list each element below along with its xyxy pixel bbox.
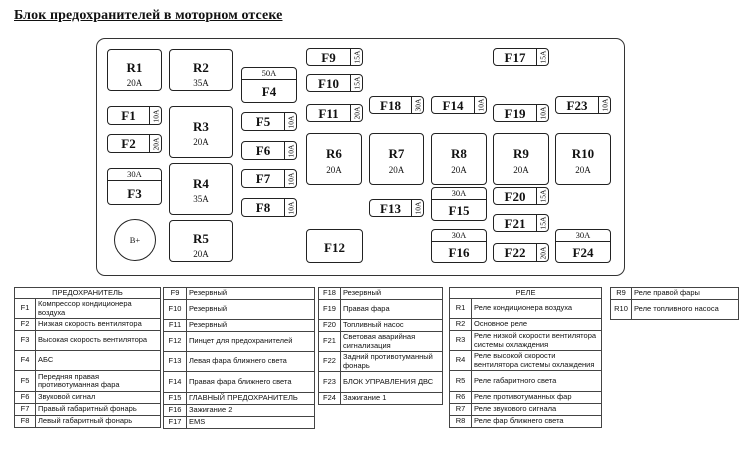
- fuse-id: F7: [15, 404, 36, 416]
- fuse-F21: F21 15A: [493, 214, 549, 232]
- fuse-id: F16: [164, 405, 187, 417]
- fuse-id: F23: [319, 372, 341, 393]
- relay-id: R7: [450, 404, 472, 416]
- fuse-F17: F17 15A: [493, 48, 549, 66]
- fuse-desc: Правая фара ближнего света: [187, 372, 315, 393]
- relay-desc: Реле звукового сигнала: [472, 404, 602, 416]
- relay-id: R1: [450, 299, 472, 319]
- relay-R1: R1 20A: [107, 49, 162, 91]
- fuse-desc: Задний противотуманный фонарь: [341, 352, 443, 372]
- fuse-id: F4: [15, 351, 36, 371]
- fuse-id: F24: [319, 393, 341, 405]
- fuse-id: F2: [15, 319, 36, 331]
- fuse-desc: БЛОК УПРАВЛЕНИЯ ДВС: [341, 372, 443, 393]
- fuse-id: F21: [319, 332, 341, 352]
- fuse-table-3: [318, 287, 443, 405]
- fuse-table-header: ПРЕДОХРАНИТЕЛЬ: [15, 288, 161, 299]
- relay-desc: Реле правой фары: [632, 288, 739, 300]
- fuse-desc: Световая аварийная сигнализация: [341, 332, 443, 352]
- relay-desc: Реле фар ближнего света: [472, 416, 602, 428]
- fuse-desc: Левая фара ближнего света: [187, 352, 315, 372]
- fuse-F14: F14 10A: [431, 96, 487, 114]
- fuse-desc: Правая фара: [341, 300, 443, 320]
- fuse-desc: Правый габаритный фонарь: [36, 404, 161, 416]
- fuse-id: F13: [164, 352, 187, 372]
- relay-desc: Реле высокой скорости вентилятора системы охлаждения: [472, 351, 602, 371]
- fuse-table-2: [163, 287, 315, 429]
- relay-desc: Реле кондиционера воздуха: [472, 299, 602, 319]
- relay-id: R3: [450, 331, 472, 351]
- relay-id: R5: [450, 371, 472, 392]
- relay-R3: R3 20A: [169, 106, 233, 158]
- relay-R8: R8 20A: [431, 133, 487, 185]
- fuse-id: F11: [164, 320, 187, 332]
- fuse-desc: Левый габаритный фонарь: [36, 416, 161, 428]
- relay-desc: Реле габаритного света: [472, 371, 602, 392]
- fuse-desc: ГЛАВНЫЙ ПРЕДОХРАНИТЕЛЬ: [187, 393, 315, 405]
- relay-id: R10: [611, 300, 632, 320]
- fuse-F3: 30A F3: [107, 168, 162, 205]
- fuse-id: F8: [15, 416, 36, 428]
- relay-id: R4: [450, 351, 472, 371]
- relay-table-2: [610, 287, 739, 320]
- relay-desc: Реле топливного насоса: [632, 300, 739, 320]
- fuse-F19: F19 10A: [493, 104, 549, 122]
- relay-id: R9: [611, 288, 632, 300]
- fuse-id: F20: [319, 320, 341, 332]
- fuse-desc: Компрессор кондиционера воздуха: [36, 299, 161, 319]
- fuse-desc: Пинцет для предохранителей: [187, 332, 315, 352]
- relay-desc: Основное реле: [472, 319, 602, 331]
- fuse-F12: F12: [306, 229, 363, 263]
- fuse-desc: Резервный: [341, 288, 443, 300]
- fuse-id: F17: [164, 417, 187, 429]
- fuse-F18: F18 30A: [369, 96, 424, 114]
- diagram-title: Блок предохранителей в моторном отсеке: [14, 8, 283, 23]
- fuse-F16: 30A F16: [431, 229, 487, 263]
- fuse-id: F22: [319, 352, 341, 372]
- fuse-id: F18: [319, 288, 341, 300]
- relay-id: R6: [450, 392, 472, 404]
- fuse-F8: F8 10A: [241, 198, 297, 217]
- fuse-F2: F2 20A: [107, 134, 162, 153]
- fuse-desc: Зажигание 1: [341, 393, 443, 405]
- relay-R2: R2 35A: [169, 49, 233, 91]
- fuse-F5: F5 10A: [241, 112, 297, 131]
- fuse-id: F5: [15, 371, 36, 392]
- fuse-desc: Звуковой сигнал: [36, 392, 161, 404]
- fuse-desc: Зажигание 2: [187, 405, 315, 417]
- relay-id: R2: [450, 319, 472, 331]
- fuse-F6: F6 10A: [241, 141, 297, 160]
- fuse-F7: F7 10A: [241, 169, 297, 188]
- fuse-F20: F20 15A: [493, 187, 549, 205]
- relay-id: R8: [450, 416, 472, 428]
- fuse-F10: F10 15A: [306, 74, 363, 92]
- relay-desc: Реле низкой скорости вентилятора системы охлаждения: [472, 331, 602, 351]
- relay-table-1: [449, 287, 602, 428]
- fuse-F15: 30A F15: [431, 187, 487, 221]
- relay-R6: R6 20A: [306, 133, 362, 185]
- fuse-id: F6: [15, 392, 36, 404]
- relay-R9: R9 20A: [493, 133, 549, 185]
- fuse-id: F9: [164, 288, 187, 300]
- relay-R5: R5 20A: [169, 220, 233, 262]
- fuse-desc: Резервный: [187, 320, 315, 332]
- fuse-id: F19: [319, 300, 341, 320]
- fuse-desc: Резервный: [187, 300, 315, 320]
- relay-R4: R4 35A: [169, 163, 233, 215]
- fuse-id: F1: [15, 299, 36, 319]
- relay-R7: R7 20A: [369, 133, 424, 185]
- fuse-F22: F22 20A: [493, 243, 549, 262]
- fuse-F11: F11 20A: [306, 104, 363, 122]
- fuse-id: F3: [15, 331, 36, 351]
- relay-desc: Реле противотуманных фар: [472, 392, 602, 404]
- fuse-table-1: [14, 287, 161, 428]
- fuse-F13: F13 10A: [369, 199, 424, 217]
- fuse-id: F10: [164, 300, 187, 320]
- fuse-desc: Резервный: [187, 288, 315, 300]
- fuse-F1: F1 10A: [107, 106, 162, 125]
- battery-terminal: B+: [114, 219, 156, 261]
- fuse-desc: Низкая скорость вентилятора: [36, 319, 161, 331]
- fuse-id: F15: [164, 393, 187, 405]
- fuse-desc: АБС: [36, 351, 161, 371]
- fuse-id: F12: [164, 332, 187, 352]
- fuse-F4: 50A F4: [241, 67, 297, 103]
- fuse-F24: 30A F24: [555, 229, 611, 263]
- fuse-desc: EMS: [187, 417, 315, 429]
- fuse-F9: F9 15A: [306, 48, 363, 66]
- fuse-F23: F23 10A: [555, 96, 611, 114]
- fuse-id: F14: [164, 372, 187, 393]
- fuse-desc: Топливный насос: [341, 320, 443, 332]
- relay-R10: R10 20A: [555, 133, 611, 185]
- fuse-desc: Высокая скорость вентилятора: [36, 331, 161, 351]
- relay-table-header: РЕЛЕ: [450, 288, 602, 299]
- fuse-desc: Передняя правая противотуманная фара: [36, 371, 161, 392]
